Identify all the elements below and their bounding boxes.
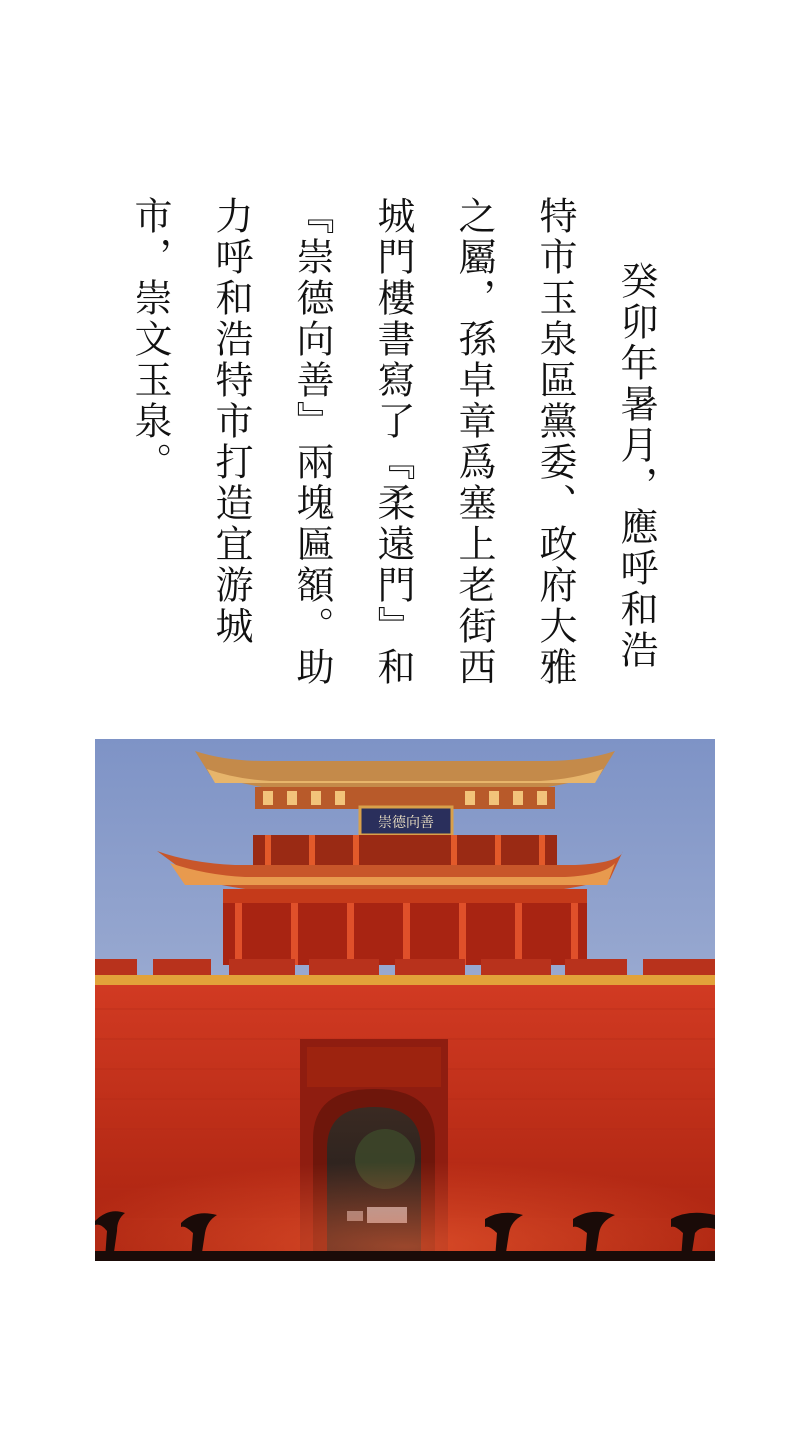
battlements: [95, 959, 715, 977]
passage-line-7: 市，崇文玉泉。: [128, 196, 172, 483]
passage-line-2: 特市玉泉區黨委、政府大雅: [533, 196, 577, 688]
passage-line-4: 城門樓書寫了『柔遠門』和: [371, 196, 415, 688]
passage-line-5: 『崇德向善』兩塊匾額。助: [290, 196, 334, 688]
plaque-text: 崇德向善: [378, 815, 434, 831]
passage-line-1: 癸卯年暑月，應呼和浩: [614, 261, 658, 671]
passage-line-3: 之屬，孫卓章爲塞上老街西: [452, 196, 496, 688]
city-gate-photo: [95, 739, 715, 1261]
vertical-passage: [109, 196, 676, 686]
passage-line-6: 力呼和浩特市打造宜游城: [209, 196, 253, 647]
